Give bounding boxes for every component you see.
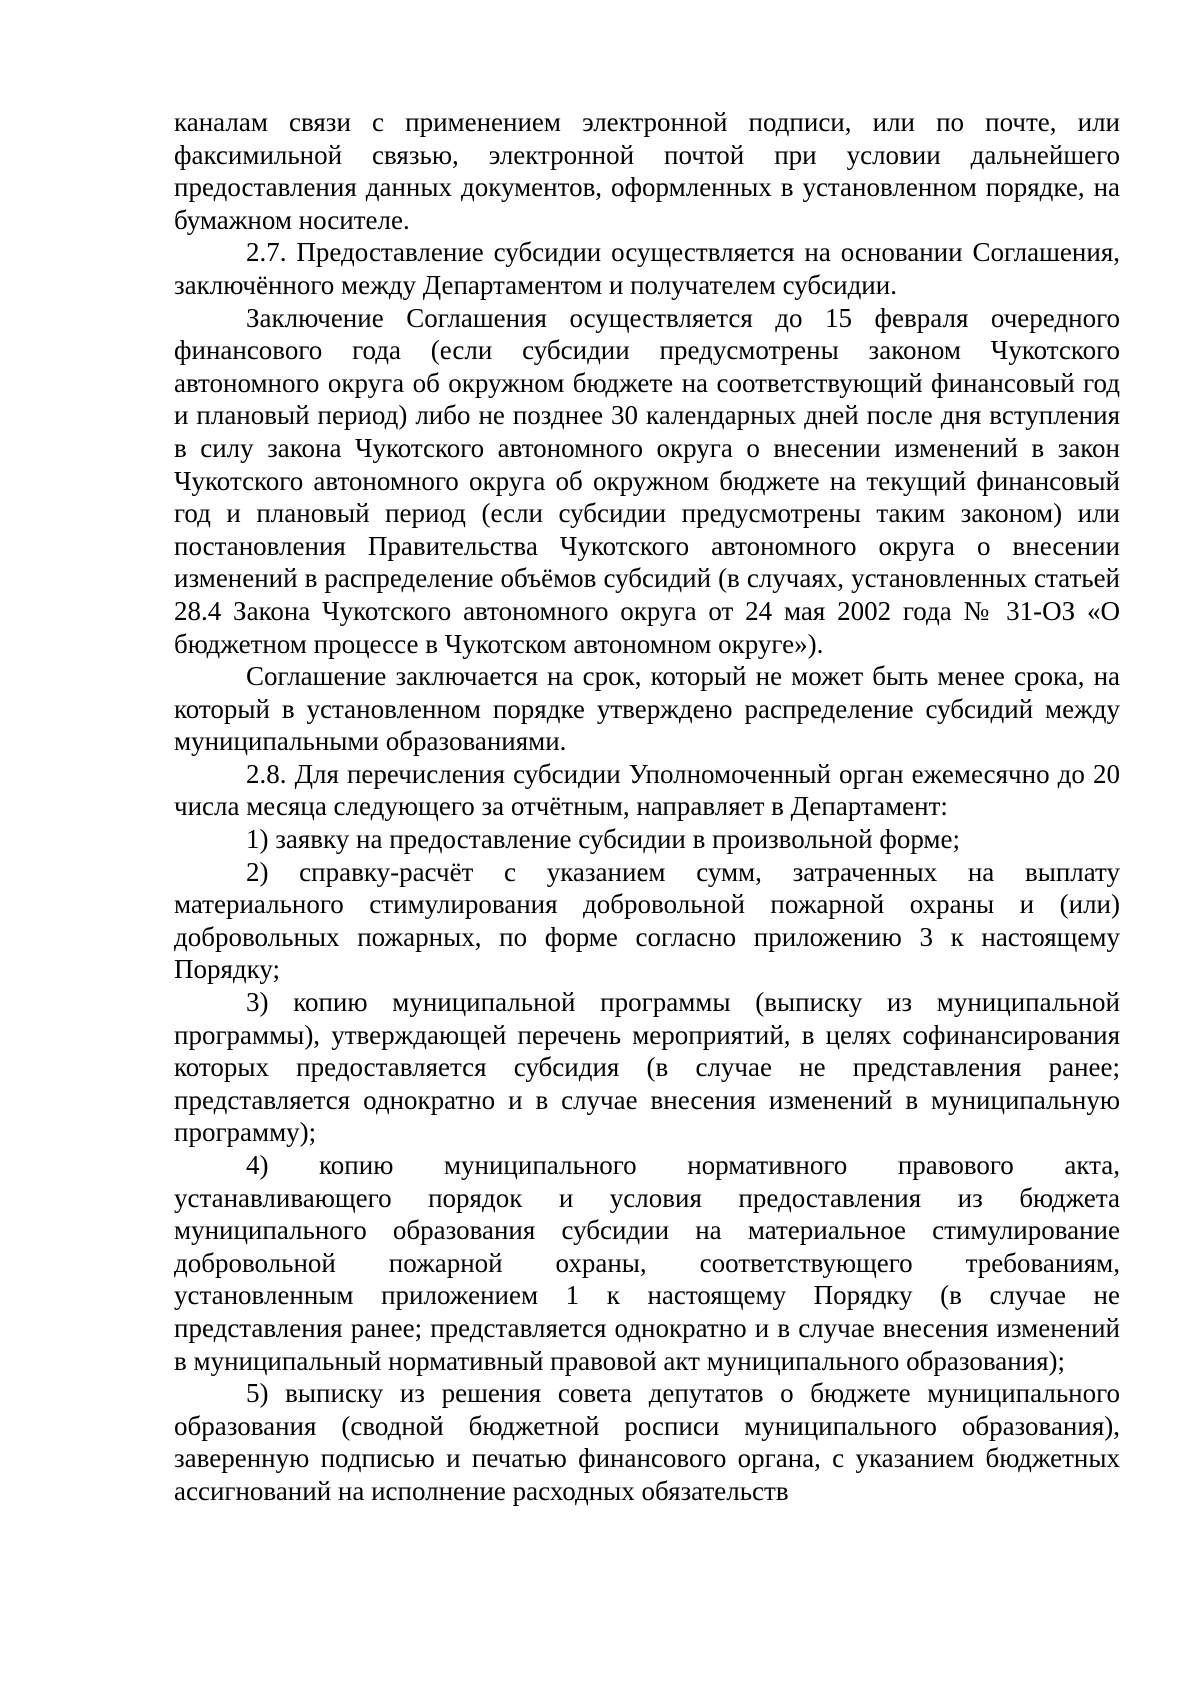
- paragraph-agreement-term: Соглашение заключается на срок, который не может быть менее срока, на который в установленном порядке утверждено распределение субсидий между муниципальными образованиями.: [174, 661, 1120, 757]
- list-item-5: 5) выписку из решения совета депутатов о бюджете муниципального образования (сводной бюджетной росписи муниципального образования), заверенную подписью и печатью финансового органа, с указанием бюджетных ассигнований на исполнение расходных обязательств: [174, 1378, 1120, 1506]
- paragraph-2-8: 2.8. Для перечисления субсидии Уполномоченный орган ежемесячно до 20 числа месяца следующего за отчётным, направляет в Департамент:: [174, 758, 1120, 822]
- list-item-2: 2) справку-расчёт с указанием сумм, затраченных на выплату материального стимулирования добровольной пожарной охраны и (или) добровольных пожарных, по форме согласно приложению 3 к настоящему Порядку;: [174, 856, 1120, 985]
- paragraph-agreement-conclusion: Заключение Соглашения осуществляется до 15 февраля очередного финансового года (если субсидии предусмотрены законом Чукотского автономного округа об окружном бюджете на соответствующий финансовый год и плановый период) либо не позднее 30 календарных дней после дня вступления в силу закона Чукотского автономного округа о внесении изменений в закон Чукотского автономного округа об окружном бюджете на текущий финансовый год и плановый период (если субсидии предусмотрены таким законом) или постановления Правительства Чукотского автономного округа о внесении изменений в распределение объёмов субсидий (в случаях, установленных статьей 28.4 Закона Чукотского автономного округа от 24 мая 2002 года № 31-ОЗ «О бюджетном процессе в Чукотском автономном округе»).: [174, 302, 1120, 659]
- list-item-1: 1) заявку на предоставление субсидии в произвольной форме;: [246, 824, 960, 855]
- paragraph-continuation: каналам связи с применением электронной подписи, или по почте, или факсимильной связью, электронной почтой при условии дальнейшего предоставления данных документов, оформленных в установленном порядке, на бумажном носителе.: [174, 107, 1120, 235]
- paragraph-2-7: 2.7. Предоставление субсидии осуществляется на основании Соглашения, заключённого между Департаментом и получателем субсидии.: [174, 237, 1120, 300]
- list-item-3: 3) копию муниципальной программы (выписку из муниципальной программы), утверждающей перечень мероприятий, в целях софинансирования которых предоставляется субсидия (в случае не представления ранее; представляется однократно и в случае внесения изменений в муниципальную программу);: [174, 987, 1120, 1148]
- list-item-4: 4) копию муниципального нормативного правового акта, устанавливающего порядок и условия предоставления из бюджета муниципального образования субсидии на материальное стимулирование добровольной пожарной охраны, соответствующего требованиям, установленным приложением 1 к настоящему Порядку (в случае не представления ранее; представляется однократно и в случае внесения изменений в муниципальный нормативный правовой акт муниципального образования);: [174, 1150, 1120, 1376]
- document-page: [174, 106, 1120, 1508]
